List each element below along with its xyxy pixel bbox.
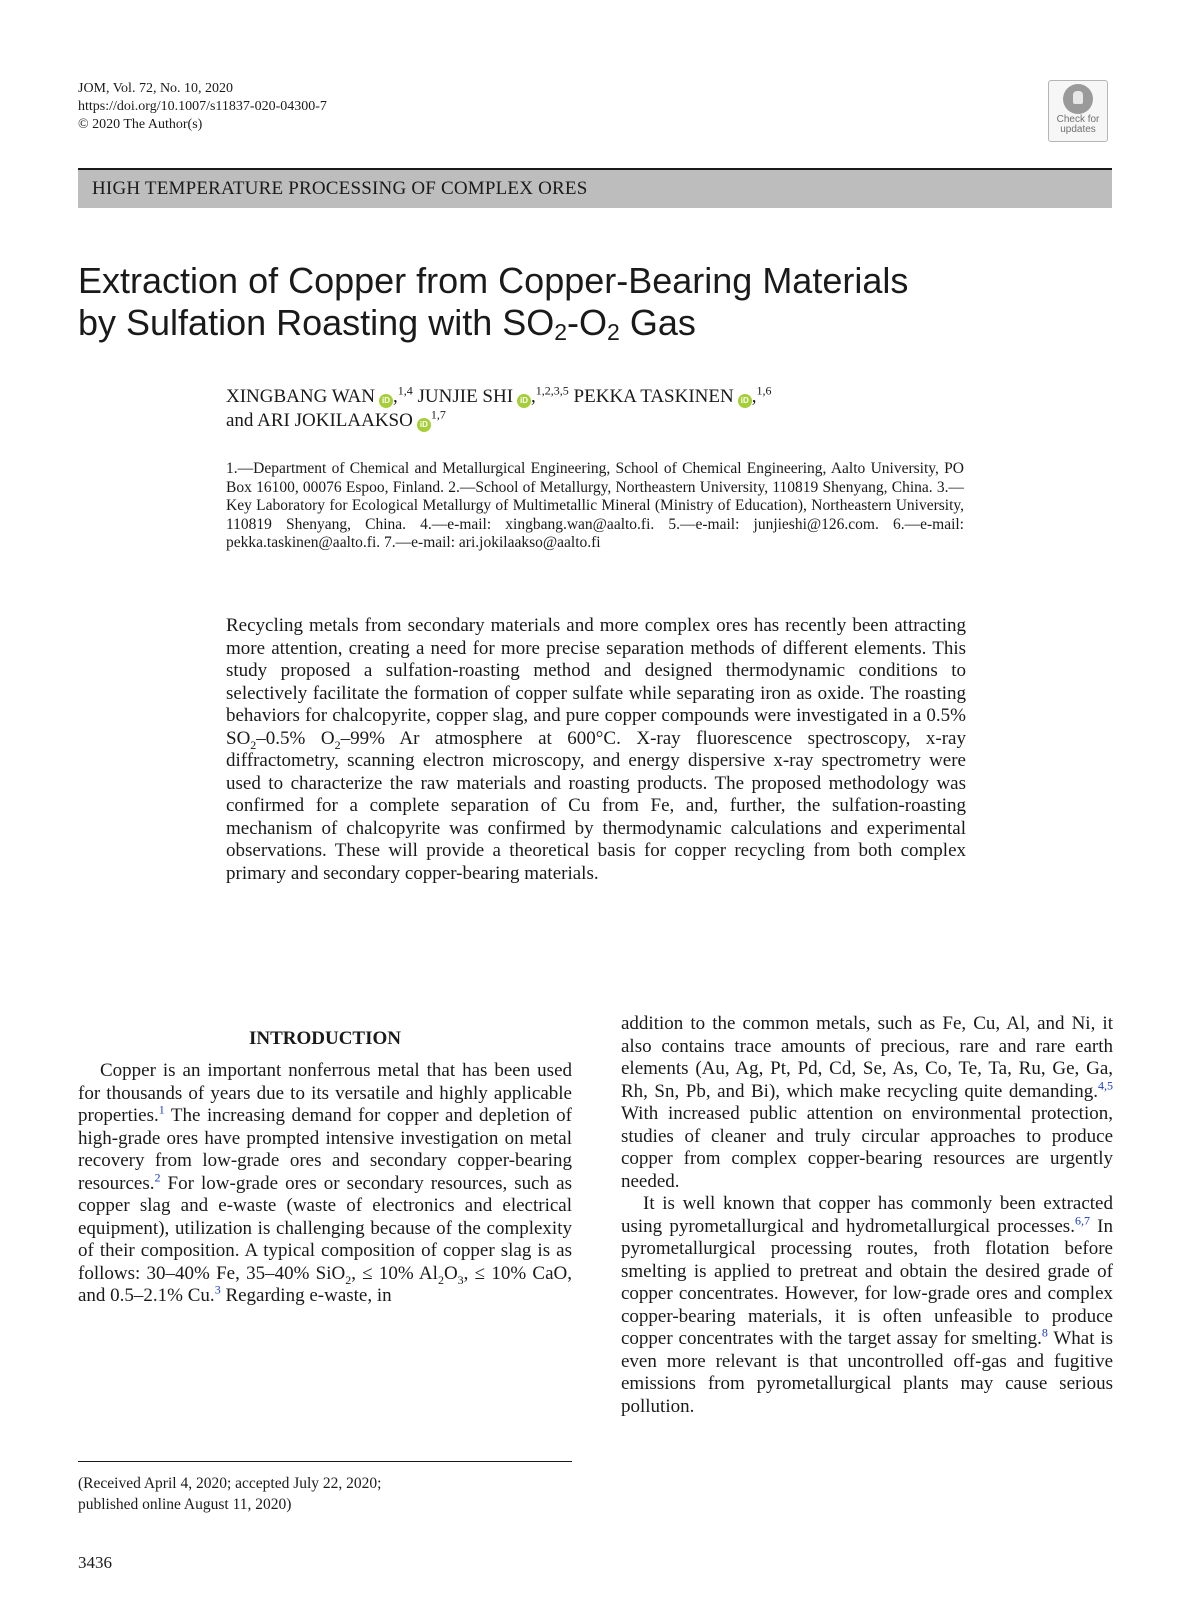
citation-link[interactable]: 4,5 bbox=[1098, 1078, 1113, 1093]
orcid-icon[interactable]: iD bbox=[417, 418, 431, 432]
citation-link[interactable]: 6,7 bbox=[1074, 1213, 1090, 1228]
citation-link[interactable]: 3 bbox=[214, 1282, 221, 1297]
received-line-2: published online August 11, 2020) bbox=[78, 1496, 292, 1513]
doi-link[interactable]: https://doi.org/10.1007/s11837-020-04300-7 bbox=[78, 99, 327, 114]
author-affiliation-ref: 1,4 bbox=[397, 383, 413, 398]
abstract: Recycling metals from secondary materials and more complex ores has recently been attracting more attention, creating a need for more precise separation methods of different elements. This study proposed a sulfation-roasting method and designed thermodynamic conditions to selectively facilitate the formation of copper sulfate while separating iron as oxide. The roasting behaviors for chalcopyrite, copper slag, and pure copper compounds were investigated in a 0.5% $SO_2-0.5\%$ $O_2-99\%$ Ar atmosphere at 600°C. X-ray fluorescence spectroscopy, x-ray diffractometry, scanning electron microscopy, and energy dispersive x-ray spectrometry were used to characterize the raw materials and roasting products. The proposed methodology was confirmed for a complete separation of Cu from Fe, and, further, the sulfation-roasting mechanism of chalcopyrite was confirmed by thermodynamic calculations and experimental observations. These will provide a theoretical basis for copper recycling from both complex primary and secondary copper-bearing materials. bbox=[226, 615, 966, 884]
author-affiliation-ref: 1,7 bbox=[430, 407, 446, 422]
orcid-icon[interactable]: iD bbox=[738, 394, 752, 408]
journal-meta bbox=[78, 80, 327, 134]
title-line-2: by Sulfation Roasting with $SO_2-O_2$ Gas bbox=[78, 302, 696, 345]
orcid-icon[interactable]: iD bbox=[517, 394, 531, 408]
authors-and: and bbox=[226, 410, 254, 431]
check-updates-line2: updates bbox=[1060, 124, 1096, 135]
citation-link[interactable]: 8 bbox=[1041, 1325, 1048, 1340]
orcid-icon[interactable]: iD bbox=[379, 394, 393, 408]
body-column-right bbox=[621, 1013, 1113, 1418]
article-title bbox=[78, 260, 1118, 344]
author-list: XINGBANG WAN iD ,$^{1,4}$ JUNJIE SHI iD ,$^{1,2,3,5}$ PEKKA TASKINEN iD ,$^{1,6}$ and ARI JOKILAAKSO iD$^{1,7}$ bbox=[226, 383, 772, 431]
section-label: HIGH TEMPERATURE PROCESSING OF COMPLEX ORES bbox=[92, 178, 588, 199]
received-dates bbox=[78, 1473, 381, 1515]
footnote-divider bbox=[78, 1461, 572, 1462]
introduction-heading: INTRODUCTION bbox=[248, 1028, 402, 1049]
body-column-left bbox=[78, 1060, 572, 1308]
author-name: JUNJIE SHI bbox=[417, 386, 514, 407]
citation-link[interactable]: 1 bbox=[158, 1102, 165, 1117]
author-name: ARI JOKILAAKSO bbox=[257, 410, 413, 431]
page-number: 3436 bbox=[78, 1553, 112, 1572]
affiliations: 1.—Department of Chemical and Metallurgical Engineering, School of Chemical Engineering, Aalto University, PO Box 16100, 00076 Espoo, Finland. 2.—School of Metallurgy, Northeastern University, 110819 Shenyang, China. 3.—Key Laboratory for Ecological Metallurgy of Multimetallic Mineral (Ministry of Education), Northeastern University, 110819 Shenyang, China. 4.—e-mail: xingbang.wan@aalto.fi. 5.—e-mail: junjieshi@126.com. 6.—e-mail: pekka.taskinen@aalto.fi. 7.—e-mail: ari.jokilaakso@aalto.fi bbox=[226, 460, 964, 551]
copyright: © 2020 The Author(s) bbox=[78, 117, 203, 132]
paragraph: addition to the common metals, such as Fe, Cu, Al, and Ni, it also contains trace amounts of precious, rare and rare earth elements (Au, Ag, Pt, Pd, Cd, Se, As, Co, Te, Ta, Ru, Ge, Ga, Rh, Sn, Pb, and Bi), which make recycling quite demanding.$^{4,5}$ With increased public attention on environmental protection, studies of cleaner and truly circular approaches to produce copper from complex copper-bearing resources are urgently needed. bbox=[621, 1013, 1113, 1192]
check-updates-line1: Check for bbox=[1056, 114, 1100, 125]
bookmark-icon bbox=[1063, 84, 1093, 114]
author-name: PEKKA TASKINEN bbox=[573, 386, 734, 407]
title-line-1: Extraction of Copper from Copper-Bearing Materials bbox=[78, 260, 909, 301]
author-affiliation-ref: 1,6 bbox=[756, 383, 772, 398]
check-for-updates-badge[interactable] bbox=[1048, 80, 1108, 142]
paragraph: It is well known that copper has commonly been extracted using pyrometallurgical and hydrometallurgical processes.$^{6,7}$ In pyrometallurgical processing routes, froth flotation before smelting is applied to pretreat and obtain the desired grade of copper concentrates. However, for low-grade ores and complex copper-bearing materials, it is often unfeasible to produce copper concentrates with the target assay for smelting.$^8$ What is even more relevant is that uncontrolled off-gas and fugitive emissions from pyrometallurgical plants may cause serious pollution. bbox=[621, 1193, 1113, 1417]
author-name: XINGBANG WAN bbox=[226, 386, 376, 407]
citation-link[interactable]: 2 bbox=[154, 1170, 161, 1185]
received-line-1: (Received April 4, 2020; accepted July 22, 2020; bbox=[78, 1475, 382, 1492]
paragraph: Copper is an important nonferrous metal that has been used for thousands of years due to its versatile and highly applicable properties.$^1$ The increasing demand for copper and depletion of high-grade ores have prompted intensive investigation on metal recovery from low-grade ores and secondary copper-bearing resources.$^2$ For low-grade ores or secondary resources, such as copper slag and e-waste (waste of electronics and electrical equipment), utilization is challenging because of the complexity of their composition. A typical composition of copper slag is as follows: 30–40% Fe, 35–40% SiO$_2$, ≤ 10% $Al_2O_3$, ≤ 10% CaO, and 0.5–2.1% Cu.$^3$ Regarding e-waste, in bbox=[78, 1060, 572, 1306]
journal-issue: JOM, Vol. 72, No. 10, 2020 bbox=[78, 81, 234, 96]
author-affiliation-ref: 1,2,3,5 bbox=[535, 383, 569, 398]
